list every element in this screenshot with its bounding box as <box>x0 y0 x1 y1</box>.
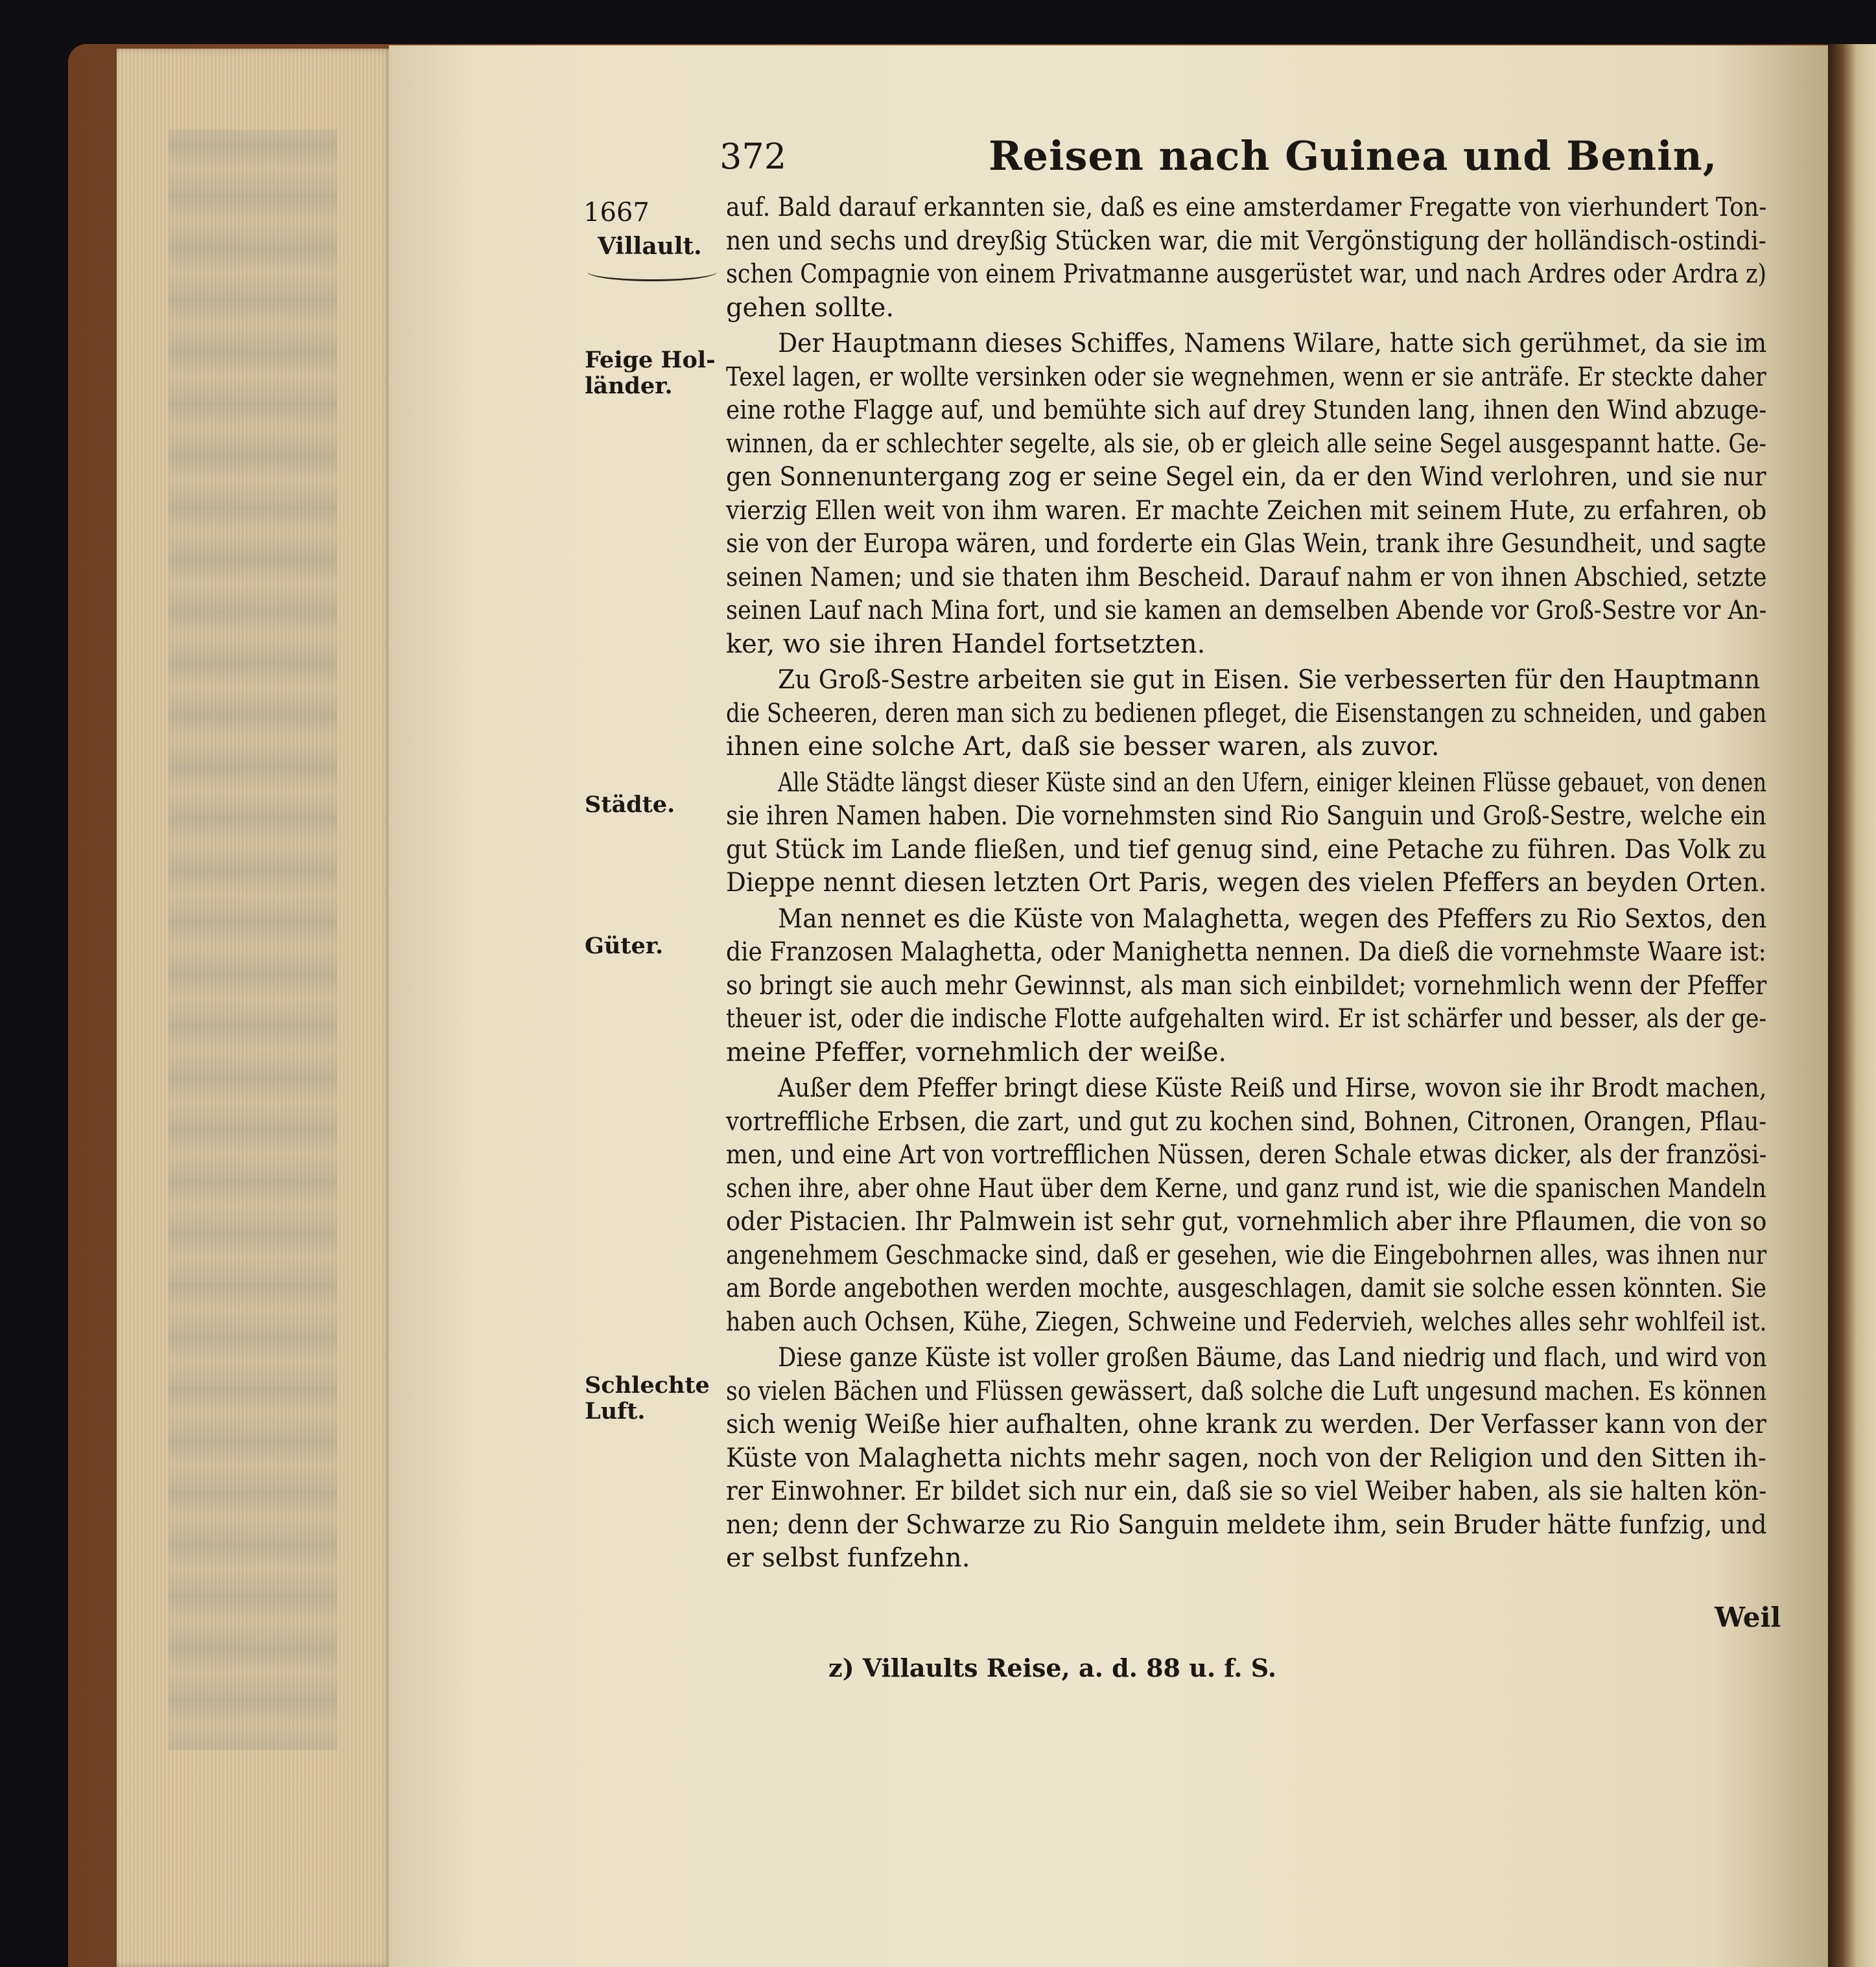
text-line: theuer ist, oder die indische Flotte aufgehalten wird. Er ist schärfer und besser, als der ge- <box>726 1004 1767 1034</box>
page-number: 372 <box>720 136 787 177</box>
text-line: vortreffliche Erbsen, die zart, und gut zu kochen sind, Bohnen, Citronen, Orangen, Pflau- <box>726 1106 1767 1137</box>
margin-note-gueter: Güter. <box>585 933 664 959</box>
text-line: eine rothe Flagge auf, und bemühte sich auf drey Stunden lang, ihnen den Wind abzuge- <box>726 395 1767 425</box>
page-edges-shading <box>169 130 337 1750</box>
text-line: ker, wo sie ihren Handel fortsetzten. <box>726 629 1206 659</box>
catchword: Weil <box>1715 1601 1781 1633</box>
text-line: sie ihren Namen haben. Die vornehmsten sind Rio Sanguin und Groß-Sestre, welche ein <box>726 801 1766 831</box>
text-line: so bringt sie auch mehr Gewinnst, als man sich einbildet; vornehmlich wenn der Pfeffer <box>726 970 1767 1001</box>
margin-note-staedte: Städte. <box>585 791 675 818</box>
text-line: men, und eine Art von vortrefflichen Nüssen, deren Schale etwas dicker, als der französi- <box>726 1140 1767 1170</box>
text-line: Man nennet es die Küste von Malaghetta, wegen des Pfeffers zu Rio Sextos, den <box>778 903 1767 934</box>
text-line: so vielen Bächen und Flüssen gewässert, daß solche die Luft ungesund machen. Es können <box>726 1376 1767 1406</box>
running-title: Reisen nach Guinea und Benin, <box>989 132 1718 180</box>
text-line: Dieppe nennt diesen letzten Ort Paris, wegen des vielen Pfeffers an beyden Orten. <box>726 868 1767 898</box>
text-line: gut Stück im Lande fließen, und tief genug sind, eine Petache zu führen. Das Volk zu <box>726 834 1767 865</box>
text-line: Diese ganze Küste ist voller großen Bäume, das Land niedrig und flach, und wird von <box>778 1343 1767 1373</box>
margin-author: Villault. <box>598 233 702 260</box>
text-line: die Franzosen Malaghetta, oder Manighetta nennen. Da dieß die vornehmste Waare ist: <box>726 937 1766 967</box>
text-line: Texel lagen, er wollte versinken oder sie wegnehmen, wenn er sie anträfe. Er steckte daher <box>726 362 1766 392</box>
text-line: nen und sechs und dreyßig Stücken war, die mit Vergönstigung der holländisch-ostindi- <box>726 226 1766 256</box>
margin-brace <box>587 262 717 281</box>
footnote: z) Villaults Reise, a. d. 88 u. f. S. <box>828 1653 1277 1682</box>
text-line: auf. Bald darauf erkannten sie, daß es eine amsterdamer Fregatte von vierhundert Ton- <box>726 192 1767 222</box>
margin-year: 1667 <box>583 198 650 227</box>
text-line: sie von der Europa wären, und forderte ein Glas Wein, trank ihre Gesundheit, und sagte <box>726 529 1766 559</box>
text-line: seinen Namen; und sie thaten ihm Bescheid. Darauf nahm er von ihnen Abschied, setzte <box>726 562 1767 592</box>
text-line: seinen Lauf nach Mina fort, und sie kamen an demselben Abende vor Groß-Sestre vor An- <box>726 596 1767 625</box>
text-line: meine Pfeffer, vornehmlich der weiße. <box>726 1037 1227 1067</box>
text-line: er selbst funfzehn. <box>726 1543 970 1573</box>
text-line: winnen, da er schlechter segelte, als sie, ob er gleich alle seine Segel ausgespannt hatte. Ge- <box>726 428 1766 459</box>
next-page-edge <box>1828 44 1876 1967</box>
text-line: die Scheeren, deren man sich zu bedienen pfleget, die Eisenstangen zu schneiden, und gaben <box>726 698 1767 728</box>
text-line: ihnen eine solche Art, daß sie besser waren, als zuvor. <box>726 732 1440 762</box>
text-line: gen Sonnenuntergang zog er seine Segel ein, da er den Wind verlohren, und sie nur <box>726 462 1766 492</box>
text-line: nen; denn der Schwarze zu Rio Sanguin meldete ihm, sein Bruder hätte funfzig, und <box>726 1509 1767 1540</box>
text-line: Zu Groß-Sestre arbeiten sie gut in Eisen. Sie verbesserten für den Hauptmann <box>778 665 1761 695</box>
text-line: angenehmem Geschmacke sind, daß er gesehen, wie die Eingebohrnen alles, was ihnen nur <box>726 1240 1767 1270</box>
text-line: schen ihre, aber ohne Haut über dem Kerne, und ganz rund ist, wie die spanischen Mandeln <box>726 1173 1766 1204</box>
text-line: Alle Städte längst dieser Küste sind an den Ufern, einiger kleinen Flüsse gebauet, von denen <box>778 767 1767 798</box>
text-line: rer Einwohner. Er bildet sich nur ein, daß sie so viel Weiber haben, als sie halten kön- <box>726 1476 1767 1506</box>
text-line: am Borde angebothen werden mochte, ausgeschlagen, damit sie solche essen könnten. Sie <box>726 1274 1767 1303</box>
margin-note-feige: Feige Hol- länder. <box>585 347 716 400</box>
text-line: oder Pistacien. Ihr Palmwein ist sehr gut, vornehmlich aber ihre Pflaumen, die von so <box>726 1207 1767 1237</box>
text-line: gehen sollte. <box>726 292 895 323</box>
text-line: haben auch Ochsen, Kühe, Ziegen, Schweine und Federvieh, welches alles sehr wohlfeil ist. <box>726 1307 1767 1337</box>
text-line: Der Hauptmann dieses Schiffes, Namens Wilare, hatte sich gerühmet, da sie im <box>778 329 1767 358</box>
text-line: vierzig Ellen weit von ihm waren. Er machte Zeichen mit seinem Hute, zu erfahren, ob <box>726 495 1767 526</box>
text-line: schen Compagnie von einem Privatmanne ausgerüstet war, und nach Ardres oder Ardra z) <box>726 259 1767 289</box>
text-line: Küste von Malaghetta nichts mehr sagen, noch von der Religion und den Sitten ih- <box>726 1443 1766 1473</box>
margin-note-luft: Schlechte Luft. <box>585 1372 710 1425</box>
text-line: Außer dem Pfeffer bringt diese Küste Reiß und Hirse, wovon sie ihr Brodt machen, <box>778 1073 1767 1103</box>
text-line: sich wenig Weiße hier aufhalten, ohne krank zu werden. Der Verfasser kann von der <box>726 1410 1766 1439</box>
